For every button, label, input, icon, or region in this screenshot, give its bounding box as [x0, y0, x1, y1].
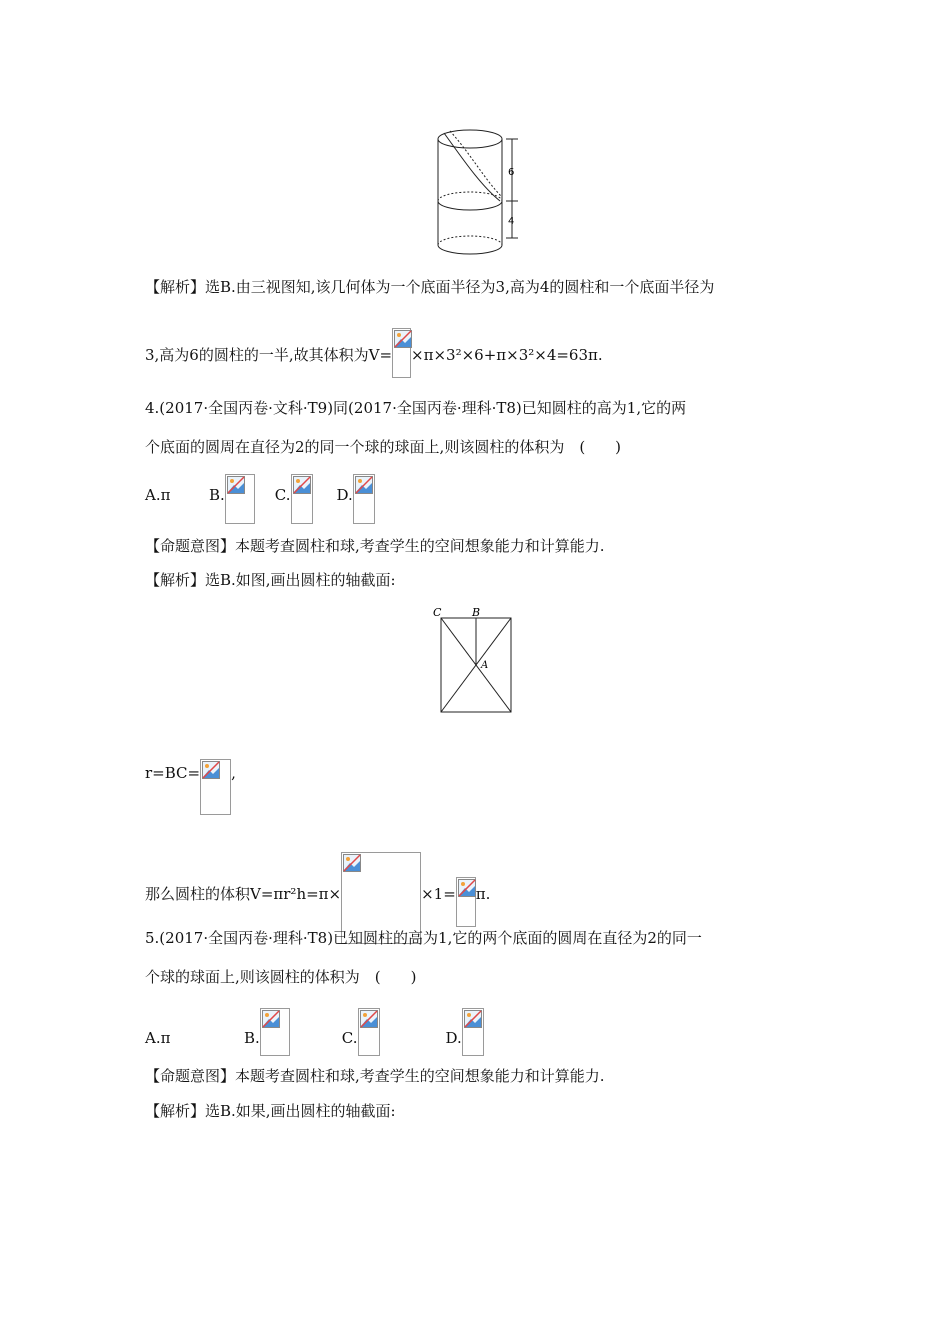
broken-image-icon	[227, 476, 245, 494]
point-label-b: B	[472, 606, 481, 619]
analysis-3-line2: 3,高为6的圆柱的一半,故其体积为V= ×π×3²×6+π×3²×4=63π.	[145, 330, 603, 380]
dimension-label-6: 6	[508, 167, 515, 178]
question-4-options	[145, 470, 375, 520]
option-d-image	[353, 474, 375, 524]
question-4-line2: 个底面的圆周在直径为2的同一个球的球面上,则该圆柱的体积为 ( )	[145, 438, 622, 456]
question-5-line1: 5.(2017·全国丙卷·理科·T8)已知圆柱的高为1,它的两个底面的圆周在直径为2的同一	[145, 929, 702, 947]
solution-4-radius: r=BC= ,	[145, 745, 236, 801]
solution-4-volume: 那么圆柱的体积V=πr²h=π× ×1= π.	[145, 848, 490, 940]
cross-section-figure	[428, 604, 528, 716]
option-d: D.	[336, 486, 353, 504]
question-5-line2: 个球的球面上,则该圆柱的体积为 ( )	[145, 968, 417, 986]
dimension-label-4: 4	[508, 216, 515, 227]
broken-image-icon	[293, 476, 311, 494]
option-c-image	[291, 474, 313, 524]
question-5-analysis: 【解析】选B.如果,画出圆柱的轴截面:	[145, 1102, 396, 1120]
question-5-intent: 【命题意图】本题考查圆柱和球,考查学生的空间想象能力和计算能力.	[145, 1067, 605, 1085]
option-a: A.π	[145, 1029, 171, 1047]
question-4-line1: 4.(2017·全国丙卷·文科·T9)同(2017·全国丙卷·理科·T8)已知圆柱的高为1,它的两	[145, 399, 687, 417]
broken-image-icon	[394, 330, 412, 348]
formula-image-placeholder	[392, 328, 411, 378]
broken-image-icon	[355, 476, 373, 494]
question-4-analysis: 【解析】选B.如图,画出圆柱的轴截面:	[145, 571, 396, 589]
broken-image-icon	[360, 1010, 378, 1028]
option-c: C.	[341, 1029, 358, 1047]
broken-image-icon	[202, 761, 220, 779]
cylinder-figure	[430, 125, 525, 255]
option-a: A.π	[145, 486, 171, 504]
broken-image-icon	[262, 1010, 280, 1028]
broken-image-icon	[458, 879, 476, 897]
option-d-image	[462, 1008, 484, 1056]
volume-image-small	[456, 877, 476, 927]
option-b-image	[225, 474, 255, 524]
radius-image	[200, 759, 231, 815]
broken-image-icon	[343, 854, 361, 872]
point-label-c: C	[433, 606, 442, 619]
analysis-3-line1: 【解析】选B.由三视图知,该几何体为一个底面半径为3,高为4的圆柱和一个底面半径为	[145, 278, 715, 296]
option-b-image	[260, 1008, 290, 1056]
broken-image-icon	[464, 1010, 482, 1028]
option-b: B.	[244, 1029, 260, 1047]
point-label-a: A	[481, 660, 489, 671]
option-c-image	[358, 1008, 380, 1056]
option-b: B.	[209, 486, 225, 504]
question-5-options	[145, 1014, 484, 1062]
option-d: D.	[445, 1029, 462, 1047]
question-4-intent: 【命题意图】本题考查圆柱和球,考查学生的空间想象能力和计算能力.	[145, 537, 605, 555]
option-c: C.	[274, 486, 291, 504]
